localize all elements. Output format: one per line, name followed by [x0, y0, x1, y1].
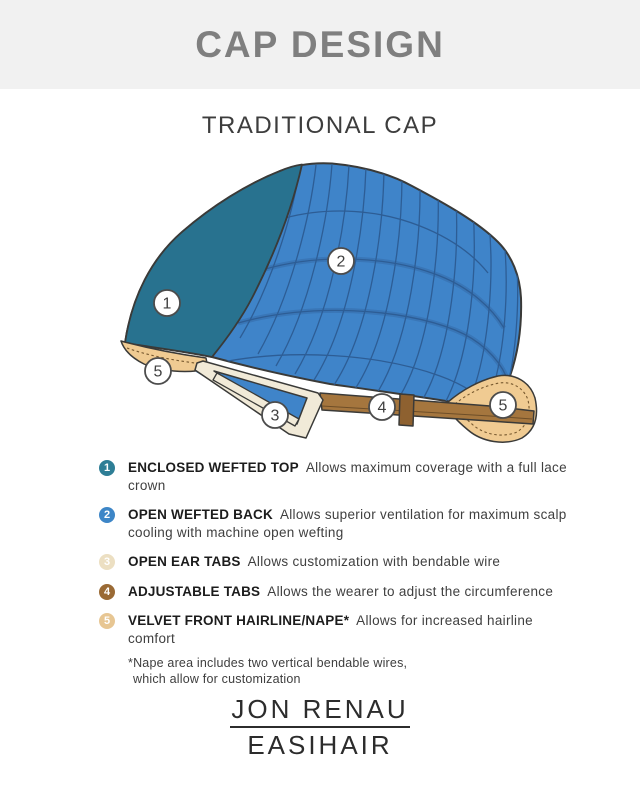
svg-text:5: 5: [498, 397, 508, 415]
svg-text:5: 5: [153, 363, 163, 381]
legend-number-badge: 5: [99, 613, 115, 629]
legend-title: OPEN WEFTED BACK: [128, 507, 273, 522]
legend-list: [99, 459, 571, 659]
brand-name-top: JON RENAU: [231, 694, 409, 724]
legend-text: [128, 459, 569, 494]
legend-item: [99, 506, 571, 541]
svg-text:3: 3: [270, 407, 280, 425]
callout-2: [328, 248, 354, 274]
legend-number-badge: 4: [99, 584, 115, 600]
legend-item: [99, 583, 571, 601]
legend-description: Allows superior ventilation for maximum scalp cooling with machine open wefting: [128, 507, 567, 540]
legend-description: Allows customization with bendable wire: [247, 554, 501, 569]
callout-5-front: [145, 358, 171, 384]
callout-5-back: [490, 392, 516, 418]
legend-description: Allows for increased hairline comfort: [128, 613, 533, 646]
footnote: [99, 641, 571, 687]
legend-title: ENCLOSED WEFTED TOP: [128, 460, 299, 475]
legend-description: Allows maximum coverage with a full lace crown: [128, 460, 567, 493]
callout-3: [262, 402, 288, 428]
legend-text: [128, 506, 569, 541]
brand-name-bottom: EASIHAIR: [247, 730, 393, 760]
svg-text:4: 4: [377, 399, 387, 417]
legend-title: OPEN EAR TABS: [128, 554, 241, 569]
legend-item: [99, 553, 571, 571]
callout-1: [154, 290, 180, 316]
brand-logo: [0, 694, 640, 761]
svg-text:1: 1: [162, 295, 172, 313]
legend-description: Allows the wearer to adjust the circumference: [267, 583, 554, 599]
callout-4: [369, 394, 395, 420]
legend-item: [99, 459, 571, 494]
legend-text: [128, 583, 569, 601]
legend-number-badge: 1: [99, 460, 115, 476]
header-bar: [0, 0, 640, 89]
cap-diagram: [0, 158, 640, 458]
page-title: CAP DESIGN: [195, 23, 445, 65]
subtitle: TRADITIONAL CAP: [201, 112, 439, 139]
legend-text: [128, 553, 569, 571]
legend-number-badge: 3: [99, 554, 115, 570]
legend-title: VELVET FRONT HAIRLINE/NAPE*: [128, 613, 350, 628]
footnote-line-2: which allow for customization: [133, 672, 301, 686]
footnote-line-1: *Nape area includes two vertical bendable wires,: [128, 656, 408, 670]
svg-text:2: 2: [336, 253, 346, 271]
legend-title: ADJUSTABLE TABS: [128, 583, 261, 599]
legend-number-badge: 2: [99, 507, 115, 523]
strap-buckle: [399, 394, 414, 426]
brand-divider: [230, 726, 410, 728]
